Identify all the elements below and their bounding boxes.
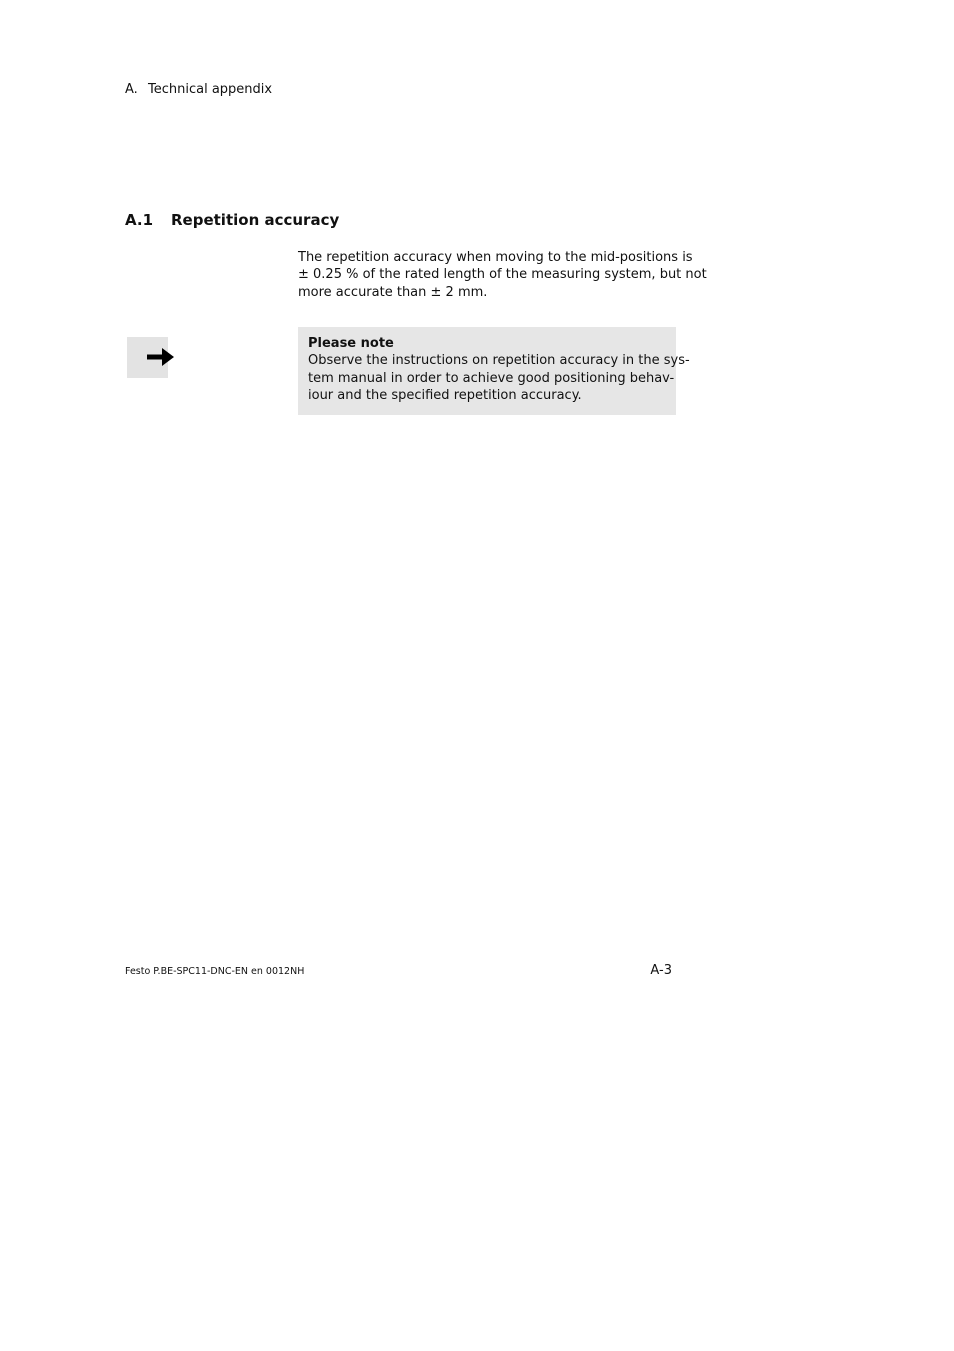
arrow-right-icon [146,342,176,372]
note-line: Observe the instructions on repetition accuracy in the sys- [308,353,690,369]
note-title: Please note [308,336,394,351]
running-header [125,81,272,99]
section-number: A.1 [125,211,154,229]
chapter-number: A. [125,82,138,97]
note-line: tem manual in order to achieve good positioning behav- [308,370,675,386]
section-title: Repetition accuracy [171,211,340,229]
body-line: more accurate than ± 2 mm. [298,284,488,300]
section-heading [125,210,339,230]
body-paragraph [298,249,707,301]
chapter-title: Technical appendix [148,82,273,97]
note-marker [127,337,168,378]
note-line: iour and the specified repetition accuracy. [308,387,582,403]
footer-page-number: A-3 [650,963,672,978]
note-box [298,327,690,415]
body-line: ± 0.25 % of the rated length of the measuring system, but not [298,267,707,283]
body-line: The repetition accuracy when moving to the mid-positions is [298,250,693,265]
footer-document-id: Festo P.BE-SPC11-DNC-EN en 0012NH [125,966,305,977]
